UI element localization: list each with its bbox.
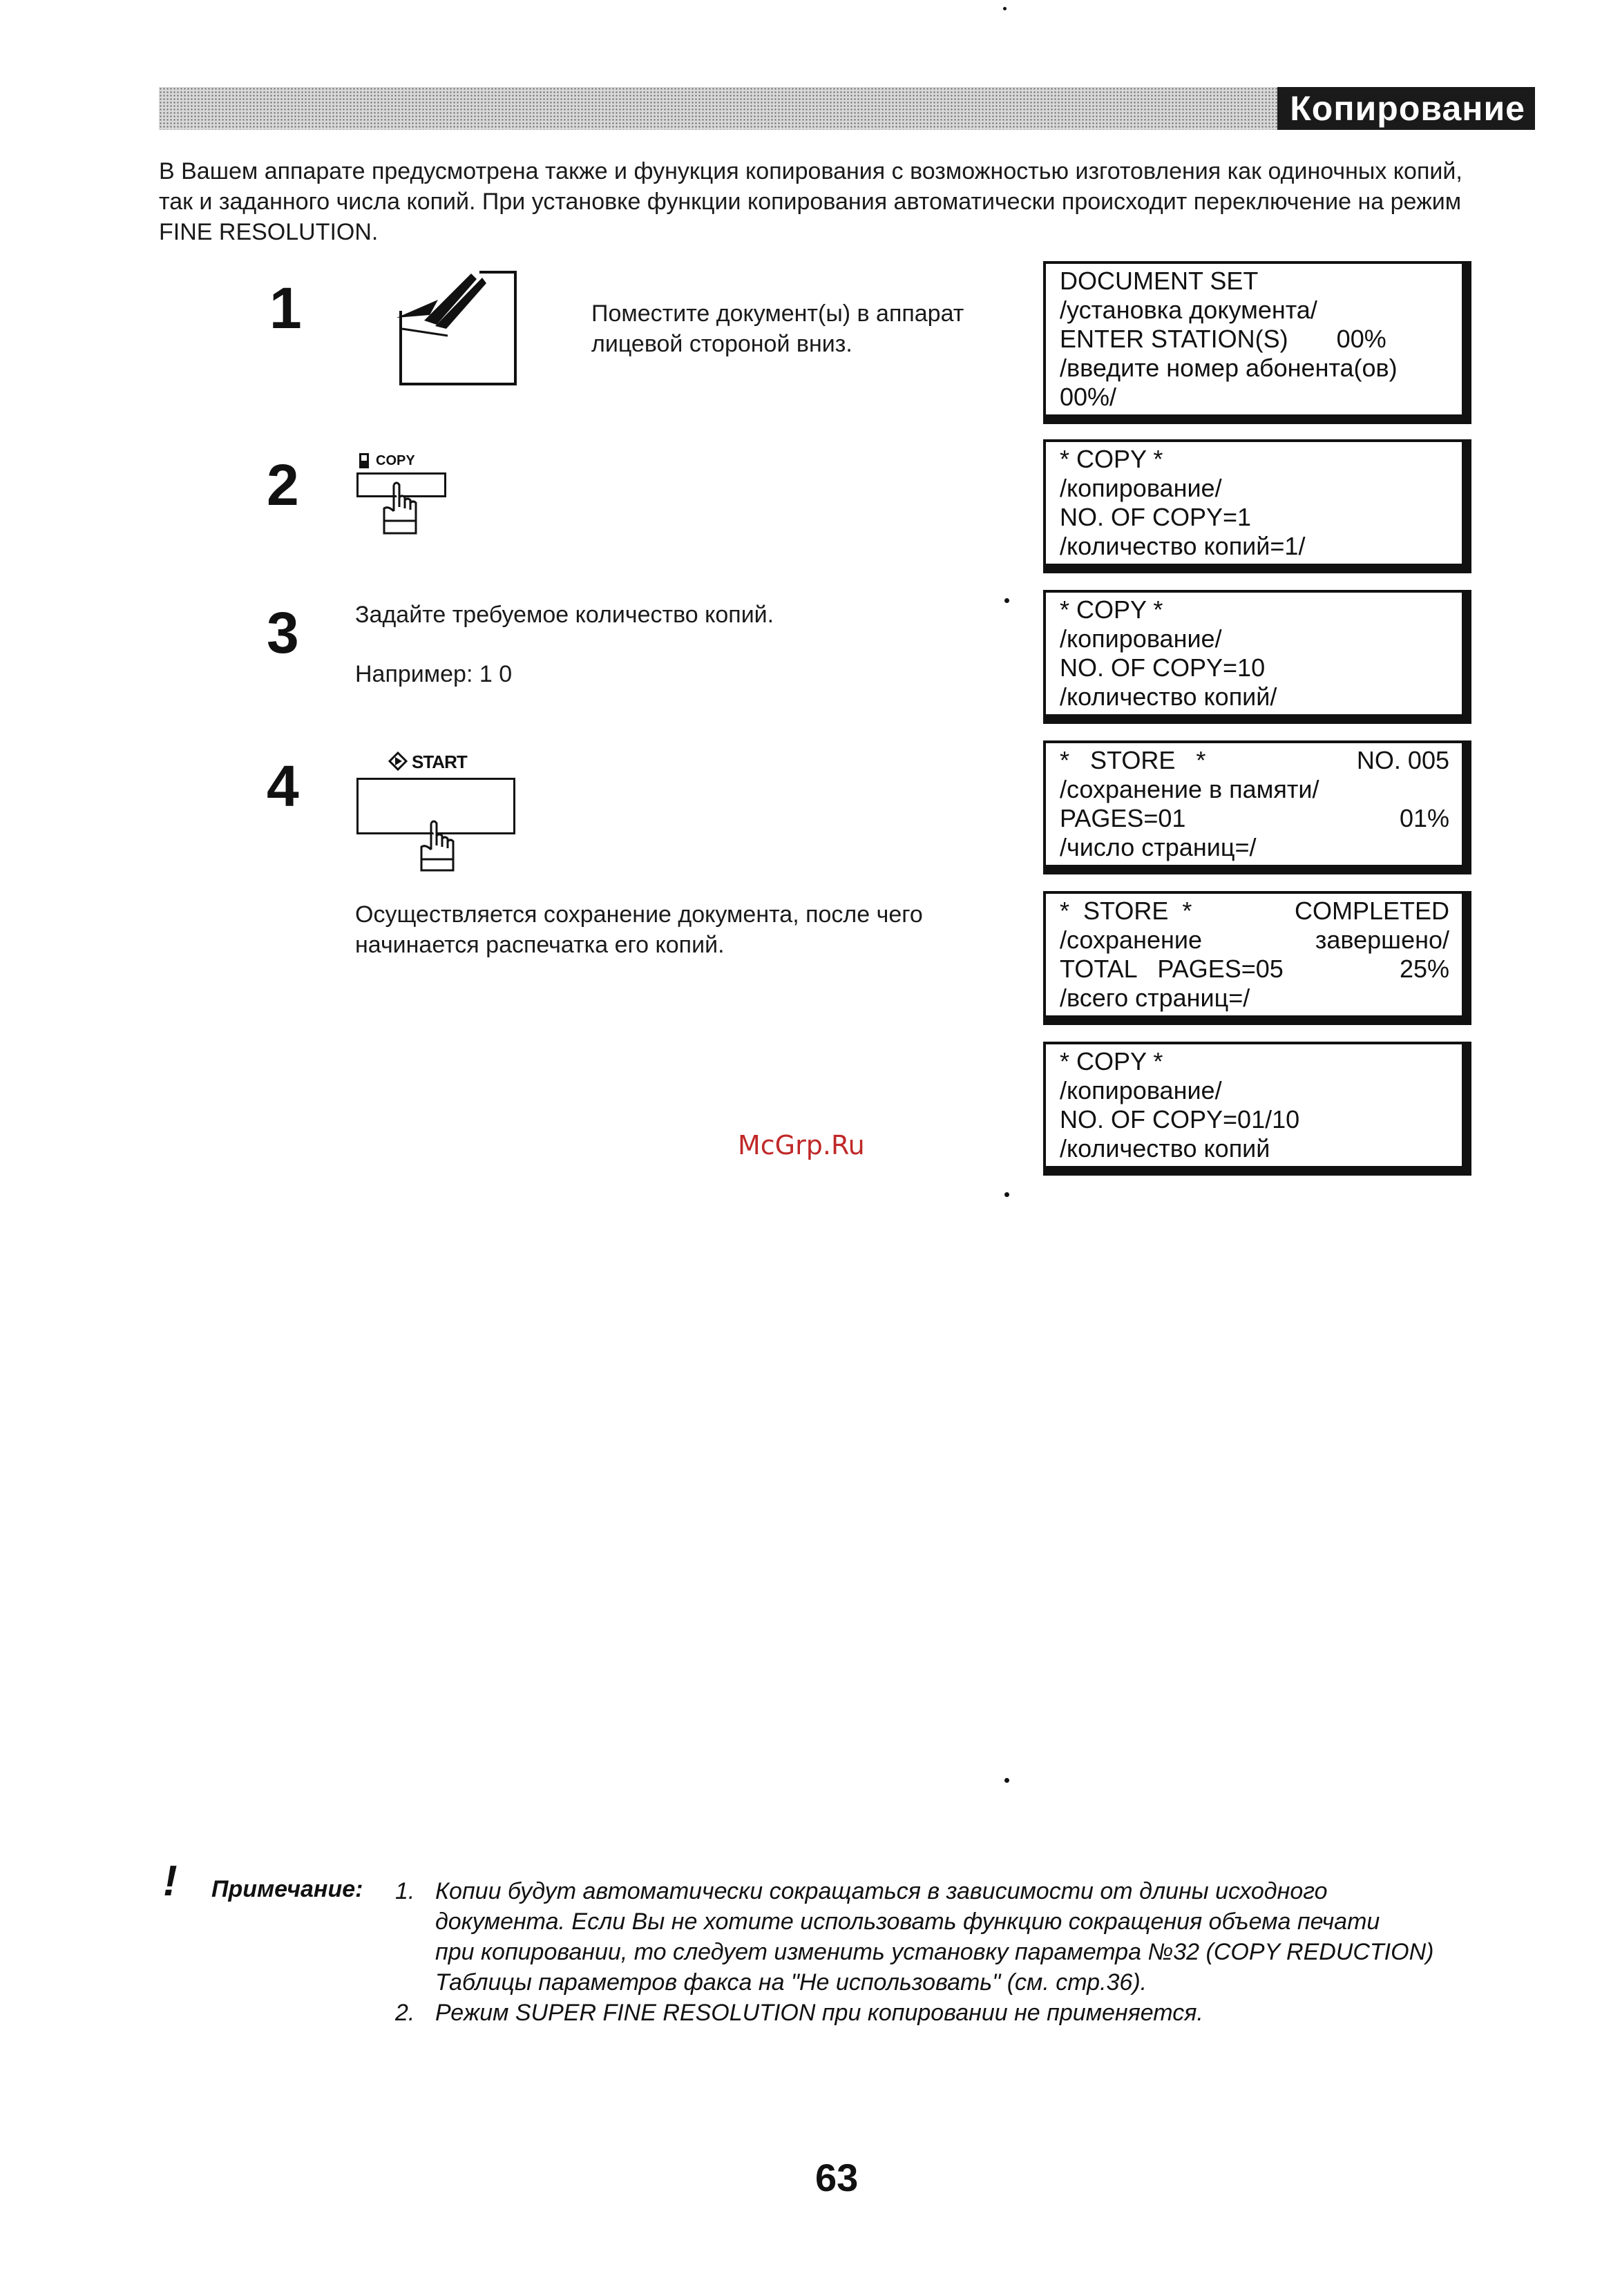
lcd-line-right: 00%: [1336, 325, 1386, 353]
scan-speck: [1004, 598, 1009, 603]
note-item-line: Таблицы параметров факса на "Не использовать" (см. стр.36).: [435, 1969, 1147, 1996]
lcd-line-right: 01%: [1399, 804, 1449, 832]
note-item-line: Режим SUPER FINE RESOLUTION при копировании не применяется.: [435, 2000, 1203, 2026]
lcd-line: TOTAL PAGES=05: [1060, 955, 1284, 983]
page-number: 63: [815, 2156, 859, 2199]
lcd-line: /сохранение: [1060, 926, 1202, 954]
step-3-text: Задайте требуемое количество копий.: [355, 602, 774, 628]
scan-speck: [1004, 1192, 1009, 1197]
lcd-line: * STORE *: [1060, 897, 1192, 925]
lcd-display-copy-progress: [1043, 1042, 1471, 1176]
lcd-line: NO. OF COPY=10: [1060, 653, 1266, 682]
step-4-number: 4: [267, 754, 299, 819]
lcd-line: /всего страниц=/: [1060, 984, 1250, 1012]
lcd-line: * COPY *: [1060, 1047, 1163, 1075]
lcd-line: /количество копий=1/: [1060, 532, 1306, 560]
note-item-line: при копировании, то следует изменить установку параметра №32 (COPY REDUCTION): [435, 1939, 1434, 1965]
lcd-line: * STORE *: [1060, 746, 1206, 774]
note-item-line: Копии будут автоматически сокращаться в зависимости от длины исходного: [435, 1878, 1328, 1904]
note-exclamation-icon: !: [163, 1857, 178, 1905]
pressing-hand-icon: [416, 819, 460, 872]
lcd-line: * COPY *: [1060, 445, 1163, 473]
lcd-display-copy-1: [1043, 439, 1471, 573]
start-diamond-icon: [388, 752, 408, 771]
lcd-display-document-set: [1043, 261, 1471, 424]
lcd-line-right: 25%: [1399, 955, 1449, 983]
step-3-example: Например: 1 0: [355, 661, 513, 687]
start-key[interactable]: [356, 747, 515, 872]
lcd-line-right: завершено/: [1315, 926, 1449, 954]
lcd-line-right: NO. 005: [1356, 746, 1449, 774]
step-1-number: 1: [269, 276, 302, 341]
lcd-line: /установка документа/: [1060, 296, 1317, 324]
lcd-display-copy-10: [1043, 590, 1471, 724]
scan-speck: [1003, 7, 1007, 10]
step-3-number: 3: [267, 600, 299, 665]
lcd-line: /копирование/: [1060, 474, 1222, 502]
lcd-line: * COPY *: [1060, 595, 1163, 624]
lcd-line: NO. OF COPY=01/10: [1060, 1105, 1300, 1133]
section-header-band: [159, 87, 1535, 130]
pressing-hand-icon: [379, 481, 423, 535]
lcd-line: /копирование/: [1060, 624, 1222, 653]
step-2-number: 2: [267, 452, 299, 517]
note-item-number: 2.: [395, 2000, 415, 2026]
lcd-line: /введите номер абонента(ов): [1060, 354, 1398, 382]
lcd-line: PAGES=01: [1060, 804, 1186, 832]
scan-speck: [1004, 1778, 1009, 1783]
note-item-line: документа. Если Вы не хотите использовать функцию сокращения объема печати: [435, 1908, 1380, 1935]
copy-led-icon: [359, 453, 369, 468]
lcd-line: /количество копий/: [1060, 682, 1277, 711]
lcd-line: ENTER STATION(S): [1060, 325, 1288, 353]
lcd-line: /количество копий: [1060, 1134, 1270, 1163]
watermark: McGrp.Ru: [738, 1130, 865, 1160]
lcd-line: NO. OF COPY=1: [1060, 503, 1252, 531]
step-4-text: Осуществляется сохранение документа, после чего начинается распечатка его копий.: [355, 901, 923, 958]
lcd-line-right: COMPLETED: [1294, 897, 1449, 925]
step-1-text: Поместите документ(ы) в аппарат лицевой стороной вниз.: [591, 300, 964, 357]
note-label: Примечание:: [211, 1876, 363, 1902]
lcd-display-store: [1043, 740, 1471, 874]
lcd-line: /копирование/: [1060, 1076, 1222, 1104]
copy-key-label: COPY: [376, 453, 415, 468]
lcd-display-store-completed: [1043, 891, 1471, 1025]
document-insert-icon: [397, 269, 521, 387]
lcd-line: 00%/: [1060, 383, 1117, 411]
lcd-line: /сохранение в памяти/: [1060, 775, 1319, 803]
lcd-line: /число страниц=/: [1060, 833, 1257, 861]
section-title: Копирование: [1277, 87, 1535, 130]
note-item-number: 1.: [395, 1878, 415, 1904]
intro-paragraph: В Вашем аппарате предусмотрена также и фунукция копирования с возможностью изготовления как одиночных копий, так и заданного числа копий. При установке функции копирования автоматически происходит переключение на режим FINE RESOLUTION.: [159, 158, 1462, 245]
copy-key[interactable]: [352, 446, 449, 536]
start-key-label: START: [412, 752, 467, 772]
lcd-line: DOCUMENT SET: [1060, 267, 1259, 295]
